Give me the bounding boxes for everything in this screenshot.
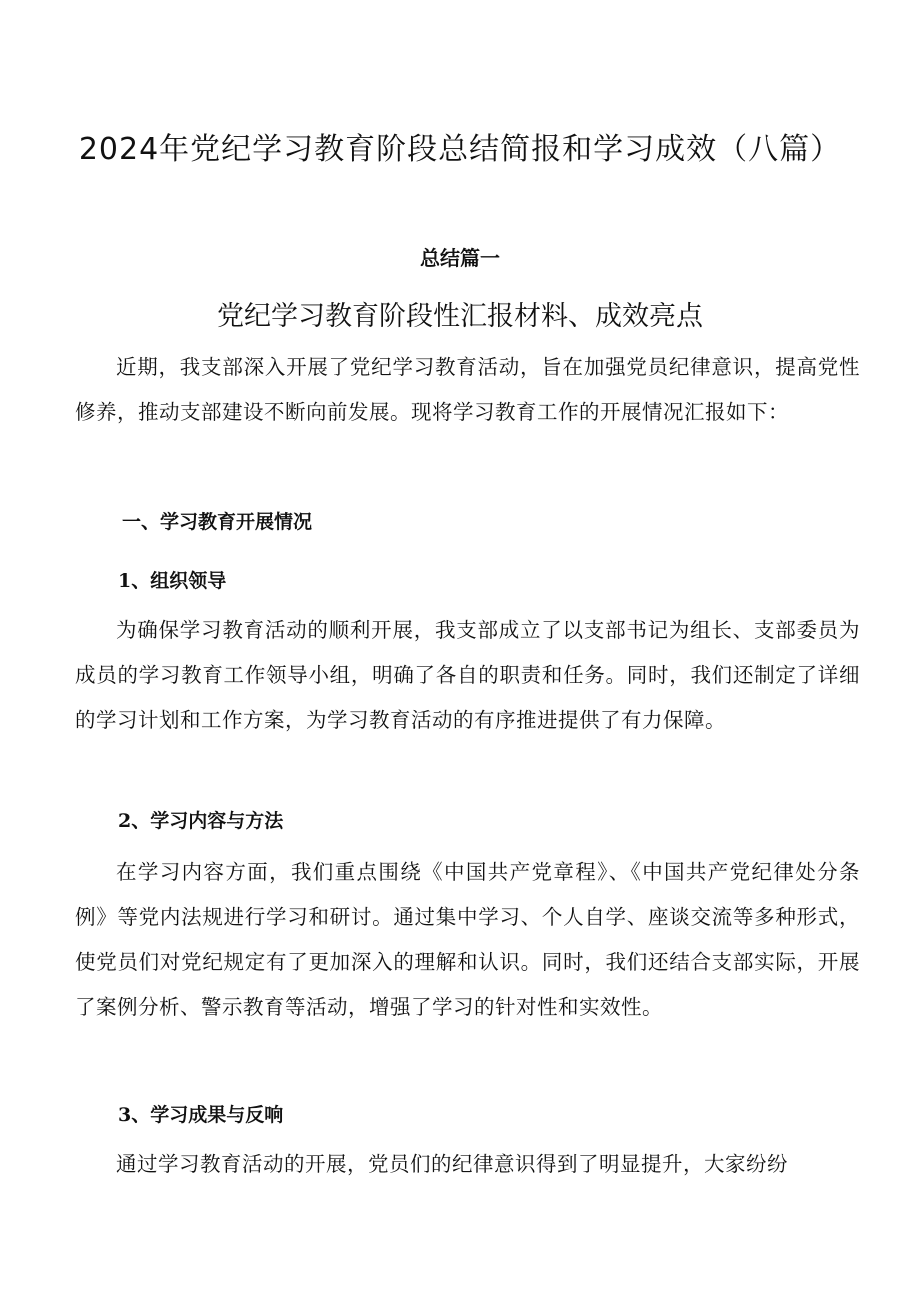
subheading-content-method: 2、学习内容与方法 — [118, 810, 284, 832]
results-paragraph: 通过学习教育活动的开展，党员们的纪律意识得到了明显提升，大家纷纷 — [116, 1152, 788, 1176]
section-label: 总结篇一 — [420, 246, 500, 270]
article-title: 党纪学习教育阶段性汇报材料、成效亮点 — [217, 301, 703, 332]
document-title: 2024年党纪学习教育阶段总结简报和学习成效（八篇） — [78, 132, 842, 167]
intro-paragraph: 近期，我支部深入开展了党纪学习教育活动，旨在加强党员纪律意识，提高党性修养，推动支部建设不断向前发展。现将学习教育工作的开展情况汇报如下： — [75, 355, 860, 424]
organization-paragraph: 为确保学习教育活动的顺利开展，我支部成立了以支部书记为组长、支部委员为成员的学习教育工作领导小组，明确了各自的职责和任务。同时，我们还制定了详细的学习计划和工作方案，为学习教育活动的有序推进提供了有力保障。 — [75, 618, 860, 732]
subheading-results: 3、学习成果与反响 — [118, 1104, 284, 1126]
heading-study-overview: 一、学习教育开展情况 — [122, 511, 313, 533]
content-method-paragraph: 在学习内容方面，我们重点围绕《中国共产党章程》、《中国共产党纪律处分条例》等党内法规进行学习和研讨。通过集中学习、个人自学、座谈交流等多种形式，使党员们对党纪规定有了更加深入的理解和认识。同时，我们还结合支部实际，开展了案例分析、警示教育等活动，增强了学习的针对性和实效性。 — [75, 860, 860, 1019]
subheading-organization: 1、组织领导 — [118, 570, 227, 592]
